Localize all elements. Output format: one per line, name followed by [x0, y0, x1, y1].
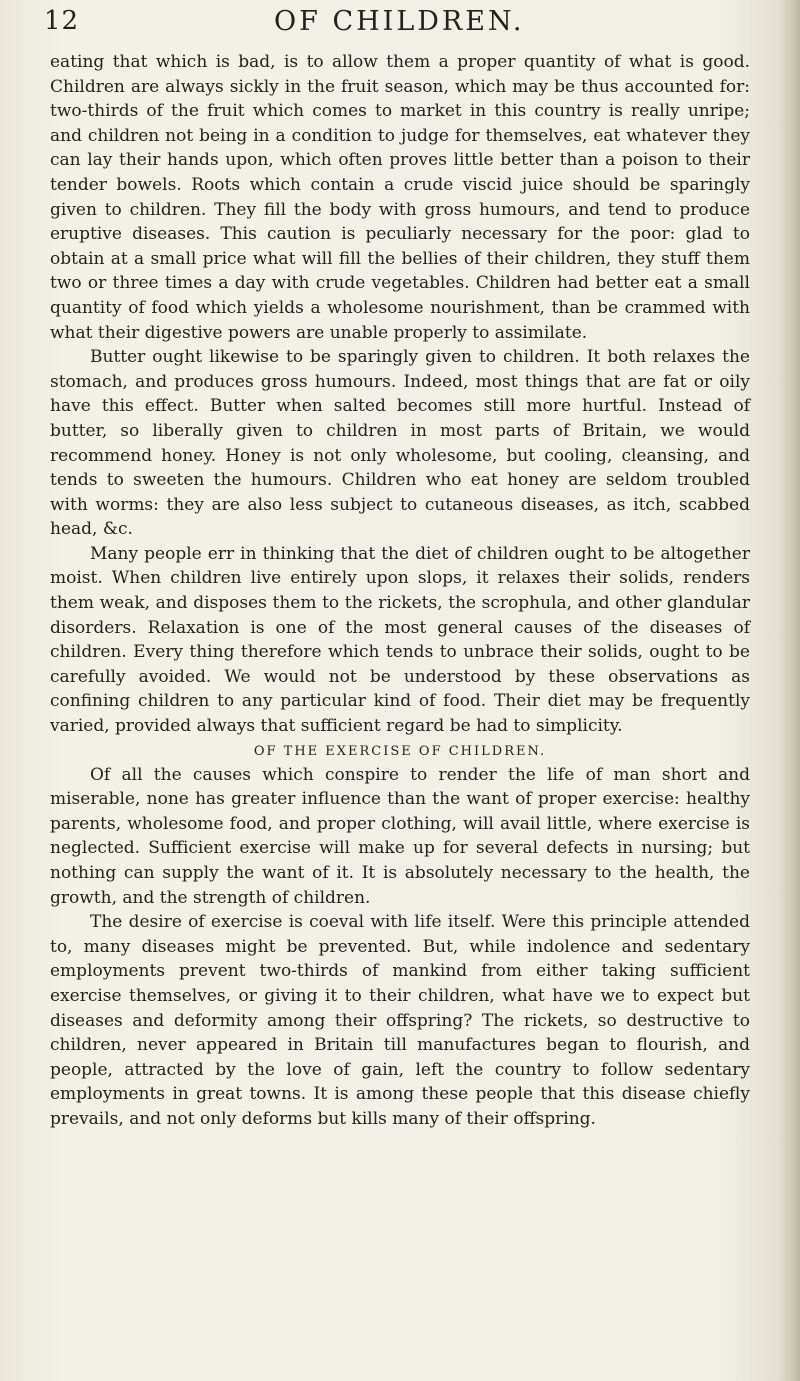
paragraph-butter-and-honey: Butter ought likewise to be sparingly given to children. It both relaxes the stomach, and produces gross humours. Indeed, most things that are fat or oily have this effect. Butter when salted becomes still more hurtful. Instead of butter, so liberally given to children in most parts of Britain, we would recommend honey. Honey is not only wholesome, but cooling, cleansing, and tends to sweeten the humours. Children who eat honey are seldom troubled with worms: they are also less subject to cutaneous diseases, as itch, scabbed head, &c.: [50, 347, 750, 540]
paragraph-moist-diet: Many people err in thinking that the diet of children ought to be altogether moist. When children live entirely upon slops, it relaxes their solids, renders them weak, and disposes them to the rickets, the scrophula, and other glandular disorders. Relaxation is one of the most general causes of the diseases of children. Every thing therefore which tends to unbrace their solids, ought to be carefully avoided. We would not be understood by these observations as confining children to any particular kind of food. Their diet may be frequently varied, provided always that sufficient regard be had to simplicity.: [50, 543, 750, 737]
section-heading: OF THE EXERCISE OF CHILDREN.: [253, 743, 547, 759]
paragraph-desire-of-exercise: The desire of exercise is coeval with life itself. Were this principle attended to, many diseases might be prevented. But, while indolence and sedentary employments prevent two-thirds of mankind from either taking sufficient exercise themselves, or giving it to their children, what have we to expect but diseases and deformity among their offspring? The rickets, so destructive to children, never appeared in Britain till manufactures began to flourish, and people, attracted by the love of gain, left the country to follow sedentary employments in great towns. It is among these people that this disease chiefly prevails, and not only deforms but kills many of their offspring.: [50, 912, 750, 1129]
page-header: [44, 6, 760, 46]
body-text: [50, 50, 750, 1132]
page-edge-shadow: [778, 0, 800, 1381]
page-number: 12: [44, 6, 80, 36]
running-title: OF CHILDREN.: [274, 6, 525, 37]
paragraph-causes-exercise: Of all the causes which conspire to render the life of man short and miserable, none has greater influence than the want of proper exercise: healthy parents, wholesome food, and proper clothing, will avail little, where exercise is neglected. Sufficient exercise will make up for several defects in nursing; but nothing can supply the want of it. It is absolutely necessary to the health, the growth, and the strength of children.: [50, 764, 750, 908]
paragraph-fruit-and-roots: eating that which is bad, is to allow them a proper quantity of what is good. Children are always sickly in the fruit season, which may be thus accounted for: two-thirds of the fruit which comes to market in this country is really unripe; and children not being in a condition to judge for themselves, eat whatever they can lay their hands upon, which often proves little better than a poison to their tender bowels. Roots which contain a crude viscid juice should be sparingly given to children. They fill the body with gross humours, and tend to produce eruptive diseases. This caution is peculiarly necessary for the poor: glad to obtain at a small price what will fill the bellies of their children, they stuff them two or three times a day with crude vegetables. Children had better eat a small quantity of food which yields a wholesome nourishment, than be crammed with what their digestive powers are unable properly to assimilate.: [50, 52, 750, 343]
